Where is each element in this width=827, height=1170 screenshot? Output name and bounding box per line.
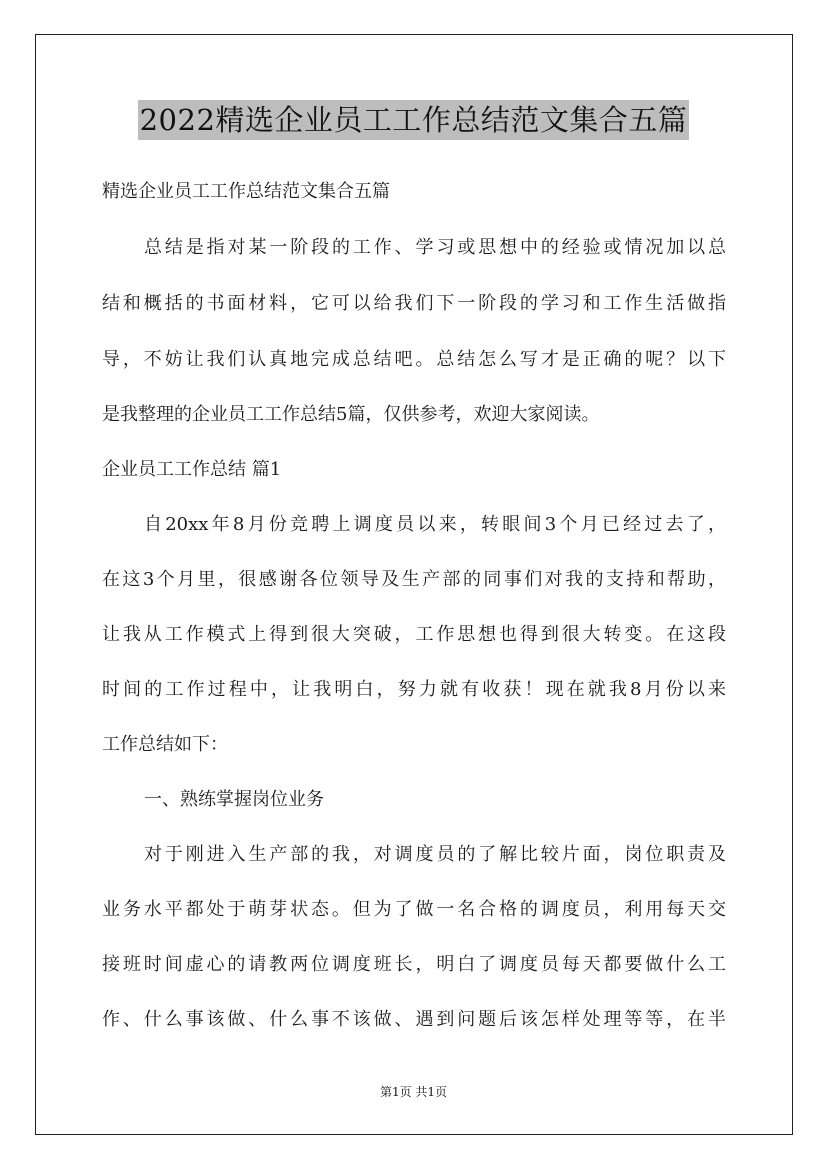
paragraph-line: 工作总结如下： bbox=[102, 734, 228, 755]
paragraph-line: 业务水平都处于萌芽状态。但为了做一名合格的调度员，利用每天交 bbox=[102, 899, 726, 920]
section-heading: 企业员工工作总结 篇1 bbox=[102, 459, 282, 480]
title-container bbox=[0, 100, 827, 140]
paragraph-line: 在这3个月里，很感谢各位领导及生产部的同事们对我的支持和帮助， bbox=[102, 569, 726, 590]
paragraph-line: 接班时间虚心的请教两位调度班长，明白了调度员每天都要做什么工 bbox=[102, 954, 726, 975]
document-title: 2022精选企业员工工作总结范文集合五篇 bbox=[138, 100, 690, 140]
paragraph-line: 结和概括的书面材料，它可以给我们下一阶段的学习和工作生活做指 bbox=[102, 293, 726, 314]
paragraph-line: 是我整理的企业员工工作总结5篇，仅供参考，欢迎大家阅读。 bbox=[102, 404, 600, 425]
paragraph-line: 导，不妨让我们认真地完成总结吧。总结怎么写才是正确的呢？以下 bbox=[102, 349, 726, 370]
page-footer: 第1页 共1页 bbox=[379, 1085, 448, 1099]
subtitle-line: 精选企业员工工作总结范文集合五篇 bbox=[102, 181, 390, 202]
paragraph-line: 自20xx年8月份竞聘上调度员以来，转眼间3个月已经过去了， bbox=[144, 514, 726, 535]
subsection-heading: 一、熟练掌握岗位业务 bbox=[144, 789, 324, 810]
paragraph-line: 让我从工作模式上得到很大突破，工作思想也得到很大转变。在这段 bbox=[102, 624, 726, 645]
paragraph-line: 时间的工作过程中，让我明白，努力就有收获！现在就我8月份以来 bbox=[102, 679, 726, 700]
paragraph-line: 总结是指对某一阶段的工作、学习或思想中的经验或情况加以总 bbox=[144, 237, 726, 258]
paragraph-line: 对于刚进入生产部的我，对调度员的了解比较片面，岗位职责及 bbox=[144, 844, 726, 865]
paragraph-line: 作、什么事该做、什么事不该做、遇到问题后该怎样处理等等，在半 bbox=[102, 1009, 726, 1030]
